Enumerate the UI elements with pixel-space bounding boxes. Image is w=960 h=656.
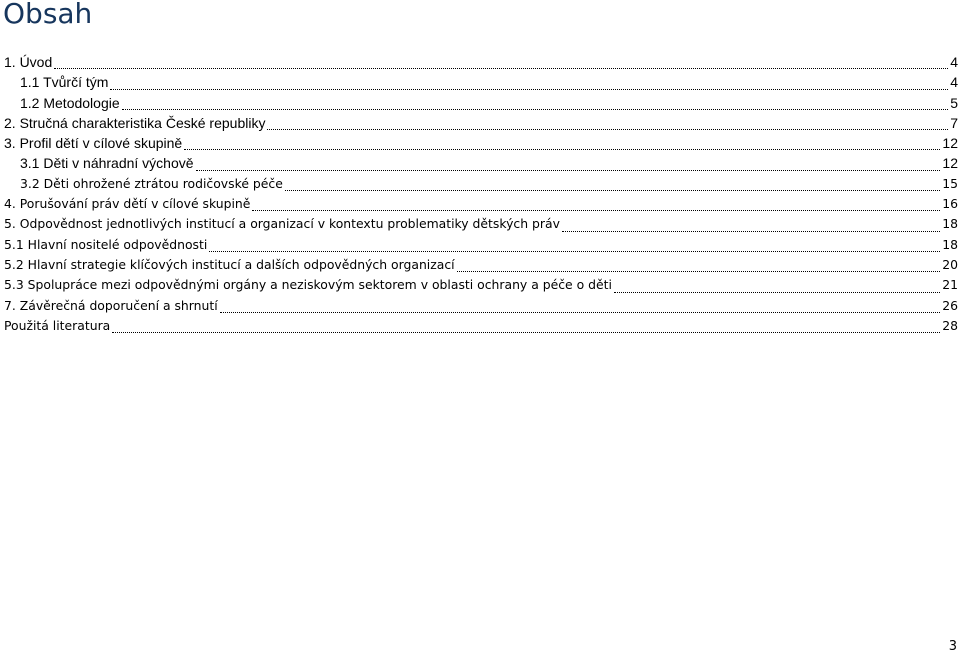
- toc-entry-page: 16: [942, 196, 958, 212]
- toc-entry-uvod[interactable]: [0, 52, 958, 72]
- toc-entry-title: 5.3 Spolupráce mezi odpovědnými orgány a neziskovým sektorem v oblasti ochrany a péče o děti: [4, 277, 612, 293]
- toc-entry-tvurci-tym[interactable]: [0, 72, 958, 92]
- toc-entry-page: 4: [950, 74, 958, 91]
- toc-entry-title: 5. Odpovědnost jednotlivých institucí a organizací v kontextu problematiky dětských práv: [4, 216, 560, 232]
- toc-dot-leader: [54, 67, 948, 69]
- toc-entry-title: 2. Stručná charakteristika České republiky: [4, 114, 266, 131]
- toc-entry-literatura[interactable]: [0, 316, 958, 336]
- toc-entry-page: 4: [950, 54, 958, 70]
- toc-dot-leader: [220, 311, 941, 313]
- page-number: 3: [948, 639, 957, 654]
- toc-entry-doporuceni[interactable]: [0, 296, 958, 316]
- toc-entry-page: 12: [942, 155, 958, 172]
- toc-entry-title: 1.2 Metodologie: [20, 94, 120, 111]
- toc-entry-charakteristika[interactable]: [0, 113, 958, 133]
- toc-entry-porusovani-prav[interactable]: [0, 194, 958, 214]
- toc-entry-metodologie[interactable]: [0, 93, 958, 113]
- toc-entry-page: 7: [950, 114, 958, 131]
- toc-entry-page: 18: [942, 236, 958, 252]
- toc-dot-leader: [285, 189, 940, 191]
- toc-dot-leader: [112, 331, 940, 333]
- toc-entry-page: 20: [942, 256, 958, 272]
- toc-entry-spoluprace[interactable]: [0, 275, 958, 295]
- toc-entry-title: 1. Úvod: [4, 54, 53, 70]
- toc-entry-page: 12: [942, 135, 958, 152]
- toc-entry-nositele[interactable]: [0, 235, 958, 255]
- toc-dot-leader: [196, 169, 941, 171]
- toc-entry-ohrozene-deti[interactable]: [0, 174, 958, 194]
- toc-entry-title: Použitá literatura: [4, 317, 111, 333]
- toc-dot-leader: [267, 128, 948, 130]
- toc-entry-strategie[interactable]: [0, 255, 958, 275]
- toc-entry-odpovednost[interactable]: [0, 214, 958, 234]
- toc-entry-title: 3. Profil dětí v cílové skupině: [4, 135, 183, 152]
- toc-entry-page: 18: [942, 216, 958, 232]
- toc-entry-title: 3.2 Děti ohrožené ztrátou rodičovské péče: [20, 175, 283, 191]
- toc-dot-leader: [209, 250, 940, 252]
- toc-dot-leader: [184, 148, 940, 150]
- toc-dot-leader: [122, 108, 949, 110]
- toc-entry-title: 4. Porušování práv dětí v cílové skupině: [4, 196, 251, 212]
- page-title: Obsah: [3, 0, 93, 30]
- toc-entry-page: 26: [942, 297, 958, 313]
- toc-dot-leader: [457, 270, 941, 272]
- toc-dot-leader: [110, 88, 948, 90]
- toc-entry-title: 5.2 Hlavní strategie klíčových institucí a dalších odpovědných organizací: [4, 256, 455, 272]
- toc-entry-title: 7. Závěrečná doporučení a shrnutí: [4, 297, 218, 313]
- toc-entry-page: 15: [942, 175, 958, 191]
- toc-entry-title: 5.1 Hlavní nositelé odpovědnosti: [4, 236, 208, 252]
- toc-dot-leader: [562, 230, 940, 232]
- toc-entry-title: 3.1 Děti v náhradní výchově: [20, 155, 194, 172]
- toc-dot-leader: [252, 209, 940, 211]
- toc-entry-title: 1.1 Tvůrčí tým: [20, 74, 109, 91]
- toc-dot-leader: [614, 291, 940, 293]
- toc-entry-profil-deti[interactable]: [0, 133, 958, 153]
- table-of-contents: [0, 52, 958, 336]
- toc-entry-page: 21: [942, 277, 958, 293]
- toc-entry-page: 28: [942, 317, 958, 333]
- toc-entry-page: 5: [950, 94, 958, 111]
- toc-entry-nahradni-vychova[interactable]: [0, 153, 958, 173]
